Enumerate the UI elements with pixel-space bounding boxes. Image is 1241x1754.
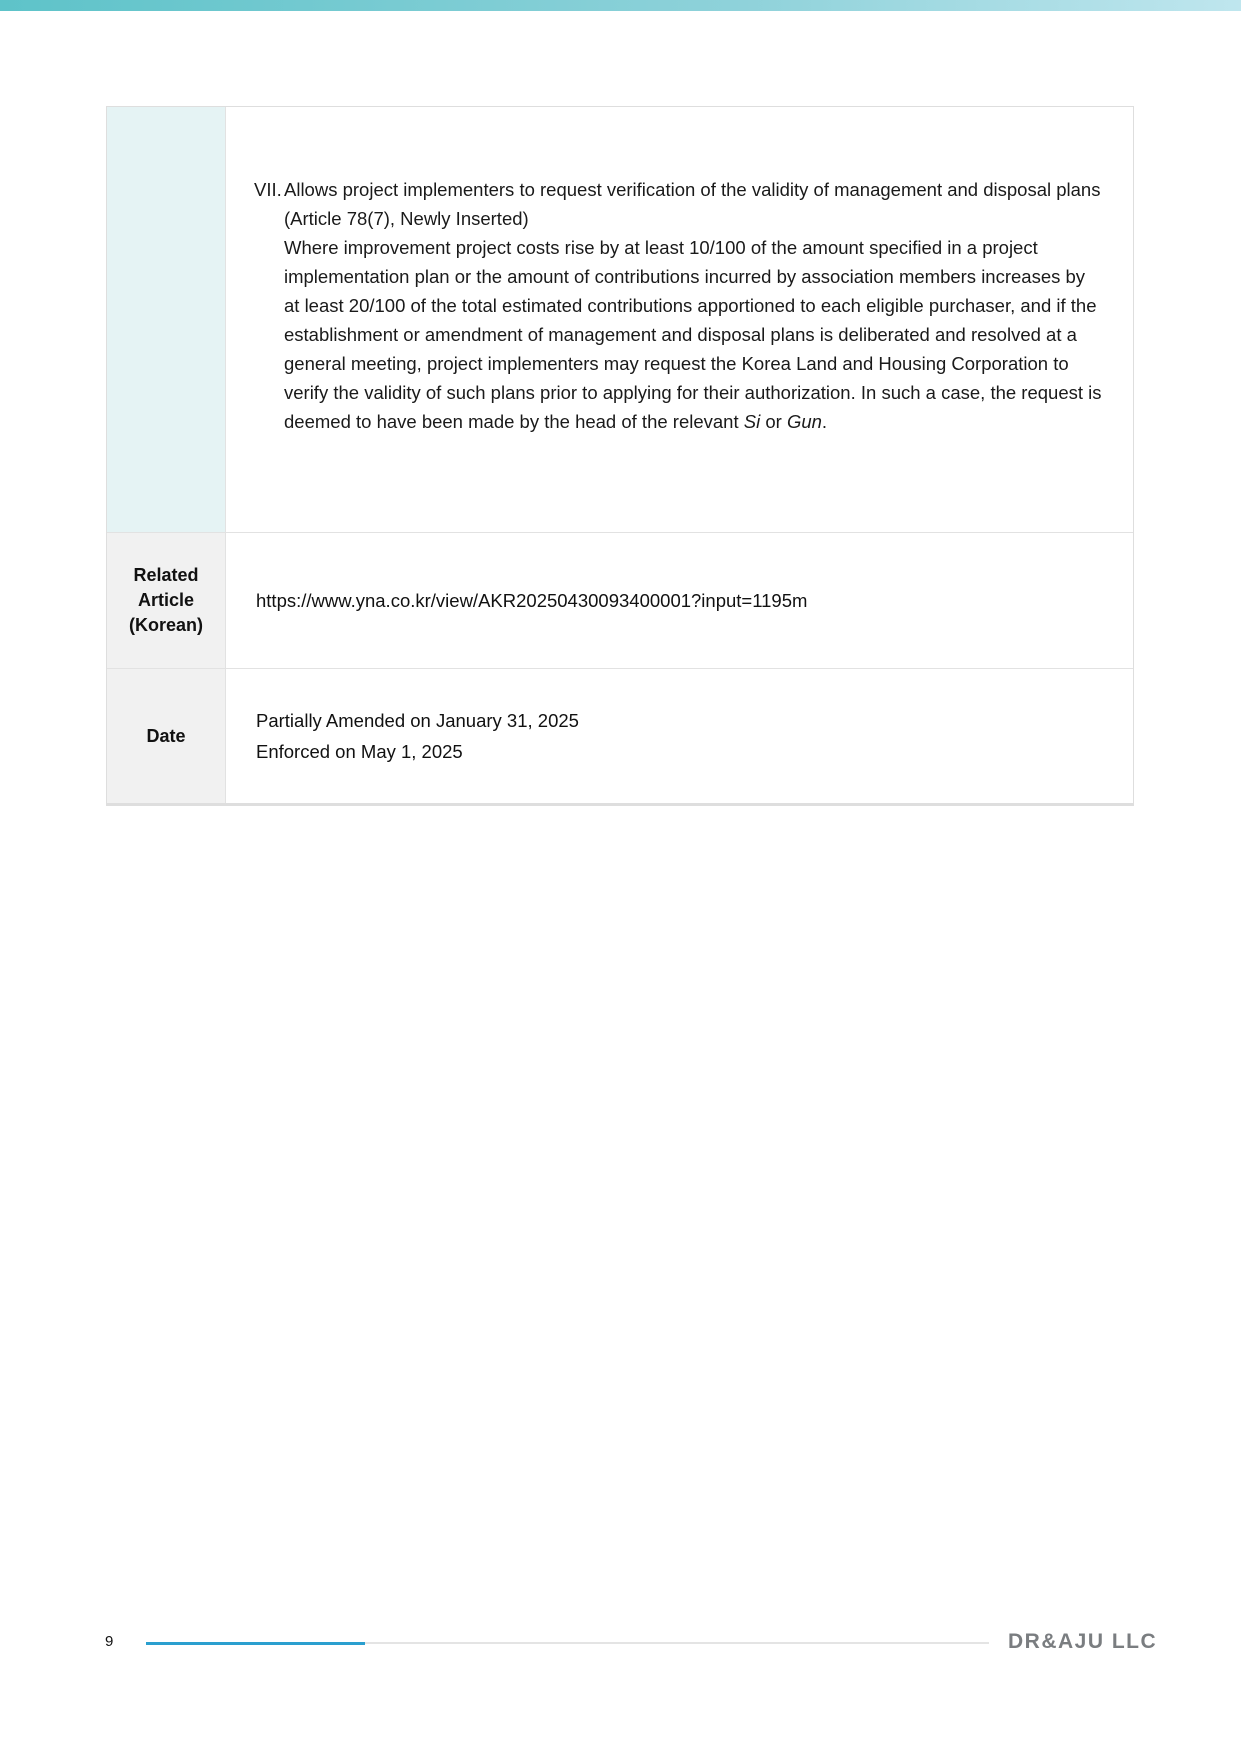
related-article-cell xyxy=(226,533,1133,668)
item-heading: Allows project implementers to request verification of the validity of management and disposal plans (Article 78(7), Newly Inserted) xyxy=(284,179,1101,229)
word-or: or xyxy=(760,411,787,432)
related-article-label: Related Article (Korean) xyxy=(107,533,226,668)
item-body xyxy=(284,175,1105,436)
info-table xyxy=(106,106,1134,806)
related-article-url[interactable]: https://www.yna.co.kr/view/AKR20250430093400001?input=1195m xyxy=(256,589,808,611)
table-row xyxy=(107,107,1133,533)
date-amended: Partially Amended on January 31, 2025 xyxy=(256,710,579,731)
top-accent-bar xyxy=(0,0,1241,11)
footer-progress-track xyxy=(146,1642,989,1644)
item-content-cell xyxy=(226,107,1133,532)
brand-logo-text: DR&AJU LLC xyxy=(1008,1630,1158,1653)
term-si: Si xyxy=(743,411,761,432)
footer-progress-fill xyxy=(146,1642,365,1645)
date-cell xyxy=(226,669,1133,803)
page-number: 9 xyxy=(105,1633,114,1650)
item-period: . xyxy=(821,411,828,432)
row-label-empty xyxy=(107,107,226,532)
item-paragraph-text: Where improvement project costs rise by at least 10/100 of the amount specified in a project implementation plan or the amount of contributions incurred by association members increases by at least 20/100 of the total estimated contributions apportioned to each eligible purchaser, and if the establishment or amendment of management and disposal plans is deliberated and resolved at a general meeting, project implementers may request the Korea Land and Housing Corporation to verify the validity of such plans prior to applying for their authorization. In such a case, the request is deemed to have been made by the head of the relevant xyxy=(284,237,1102,432)
table-row xyxy=(107,533,1133,669)
list-item xyxy=(254,175,1105,436)
item-paragraph xyxy=(284,233,1105,436)
table-row xyxy=(107,669,1133,803)
date-enforced: Enforced on May 1, 2025 xyxy=(256,741,463,762)
term-gun: Gun xyxy=(786,411,822,432)
date-label: Date xyxy=(107,669,226,803)
item-number: VII. xyxy=(254,179,282,200)
